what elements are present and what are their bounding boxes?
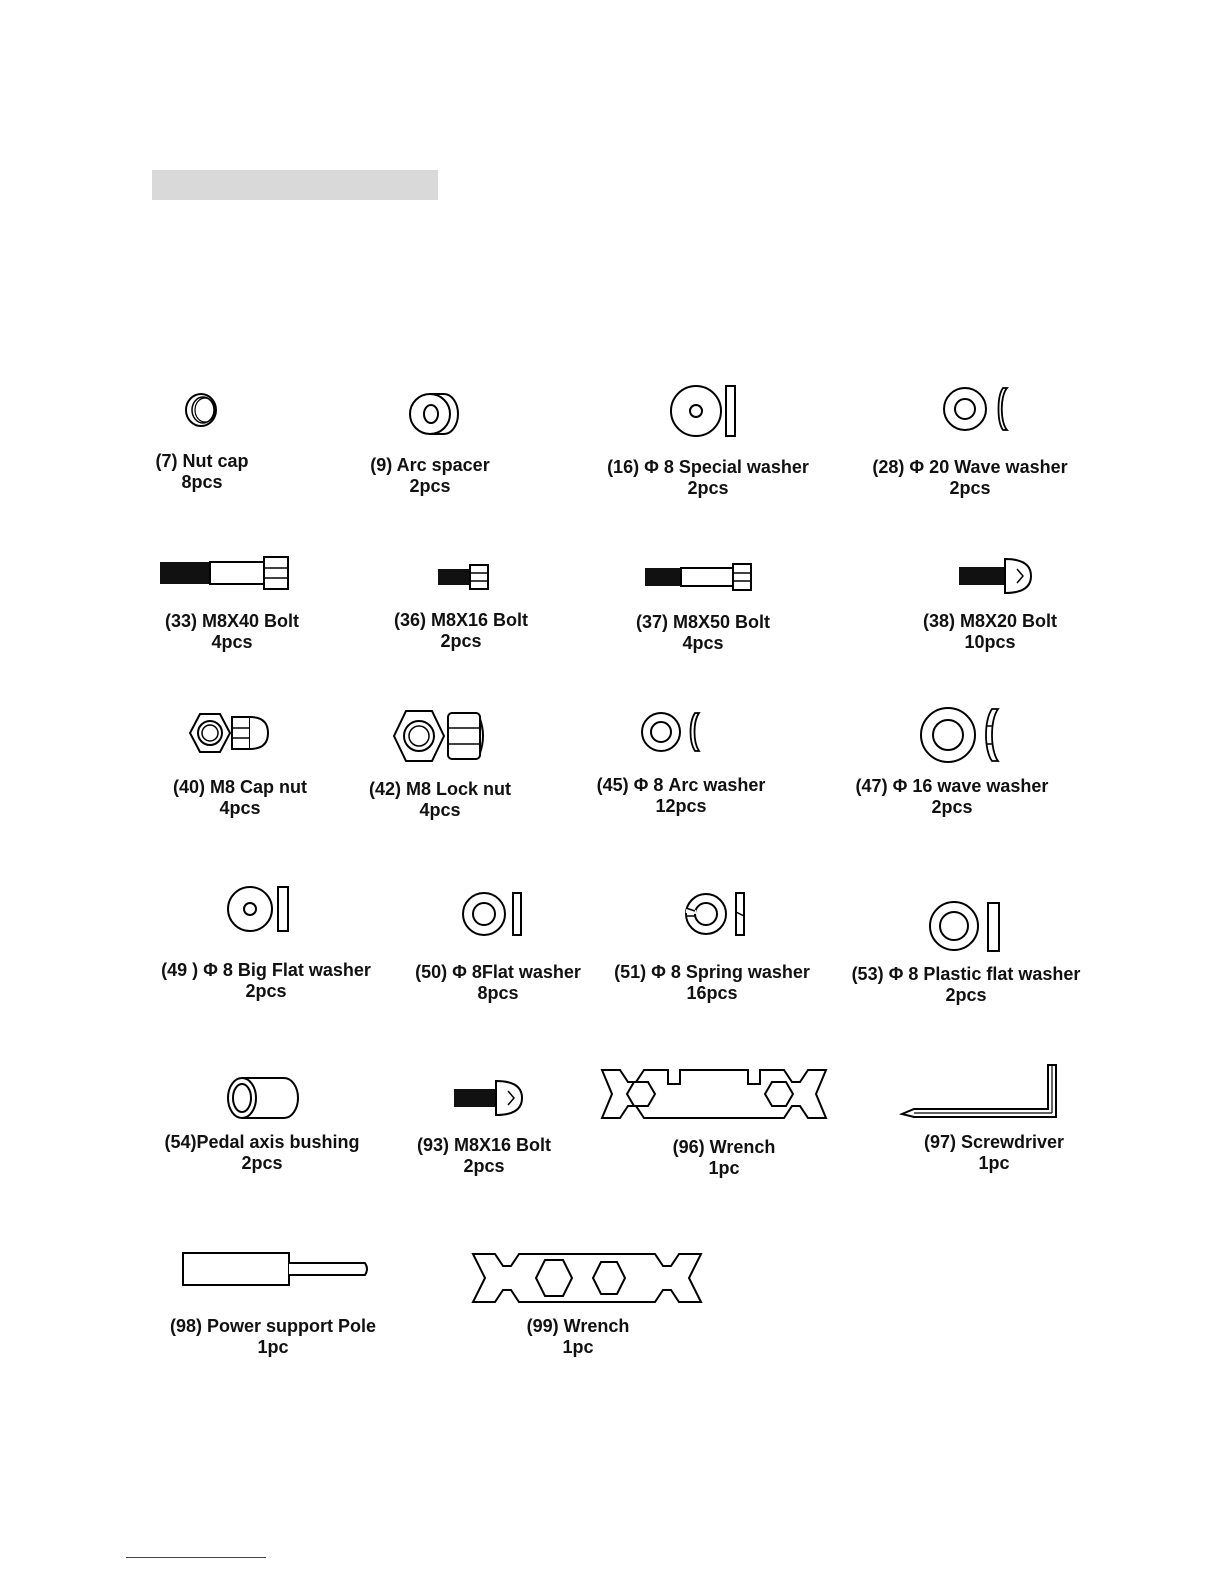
nut-cap-icon (182, 390, 224, 430)
part-label: (45) Φ 8 Arc washer 12pcs (596, 775, 766, 816)
part-label: (51) Φ 8 Spring washer 16pcs (614, 962, 810, 1003)
hex-bolt-icon (643, 562, 753, 592)
arc-washer-icon (641, 710, 705, 754)
part-label: (47) Φ 16 wave washer 2pcs (855, 776, 1049, 817)
hex-bolt-icon (158, 554, 290, 592)
wrench-icon (598, 1064, 830, 1124)
part-label: (42) M8 Lock nut 4pcs (368, 779, 512, 820)
double-wrench-icon (469, 1248, 705, 1308)
screwdriver-icon (898, 1062, 1064, 1126)
part-label: (9) Arc spacer 2pcs (370, 455, 490, 496)
part-label: (33) M8X40 Bolt 4pcs (164, 611, 300, 652)
part-label: (97) Screwdriver 1pc (923, 1132, 1065, 1173)
part-label: (54)Pedal axis bushing 2pcs (164, 1132, 360, 1173)
special-washer-icon (668, 384, 744, 438)
part-label: (96) Wrench 1pc (672, 1137, 776, 1178)
flat-washer-icon (226, 884, 292, 934)
part-label: (7) Nut cap 8pcs (155, 451, 249, 492)
flat-washer-icon (462, 890, 524, 938)
part-label: (49 ) Φ 8 Big Flat washer 2pcs (161, 960, 371, 1001)
arc-spacer-icon (404, 390, 460, 438)
part-label: (99) Wrench 1pc (526, 1316, 630, 1357)
dome-bolt-icon (957, 556, 1033, 596)
plastic-washer-icon (928, 898, 1002, 954)
lock-nut-icon (392, 709, 488, 763)
footer-link-underline (126, 1557, 266, 1558)
part-label: (36) M8X16 Bolt 2pcs (393, 610, 529, 651)
spring-washer-icon (684, 890, 750, 938)
part-label: (53) Φ 8 Plastic flat washer 2pcs (851, 964, 1081, 1005)
section-header-bar (152, 170, 438, 200)
support-pole-icon (181, 1250, 373, 1288)
part-label: (37) M8X50 Bolt 4pcs (635, 612, 771, 653)
wave-washer-icon (920, 706, 1002, 764)
part-label: (40) M8 Cap nut 4pcs (172, 777, 308, 818)
part-label: (98) Power support Pole 1pc (169, 1316, 377, 1357)
part-label: (28) Φ 20 Wave washer 2pcs (872, 457, 1068, 498)
part-label: (93) M8X16 Bolt 2pcs (416, 1135, 552, 1176)
dome-bolt-icon (452, 1078, 524, 1118)
hex-bolt-icon (436, 563, 490, 591)
part-label: (50) Φ 8Flat washer 8pcs (415, 962, 581, 1003)
cap-nut-icon (190, 711, 270, 755)
bushing-icon (226, 1076, 300, 1120)
wave-washer-icon (943, 384, 1013, 434)
part-label: (38) M8X20 Bolt 10pcs (922, 611, 1058, 652)
part-label: (16) Φ 8 Special washer 2pcs (607, 457, 809, 498)
